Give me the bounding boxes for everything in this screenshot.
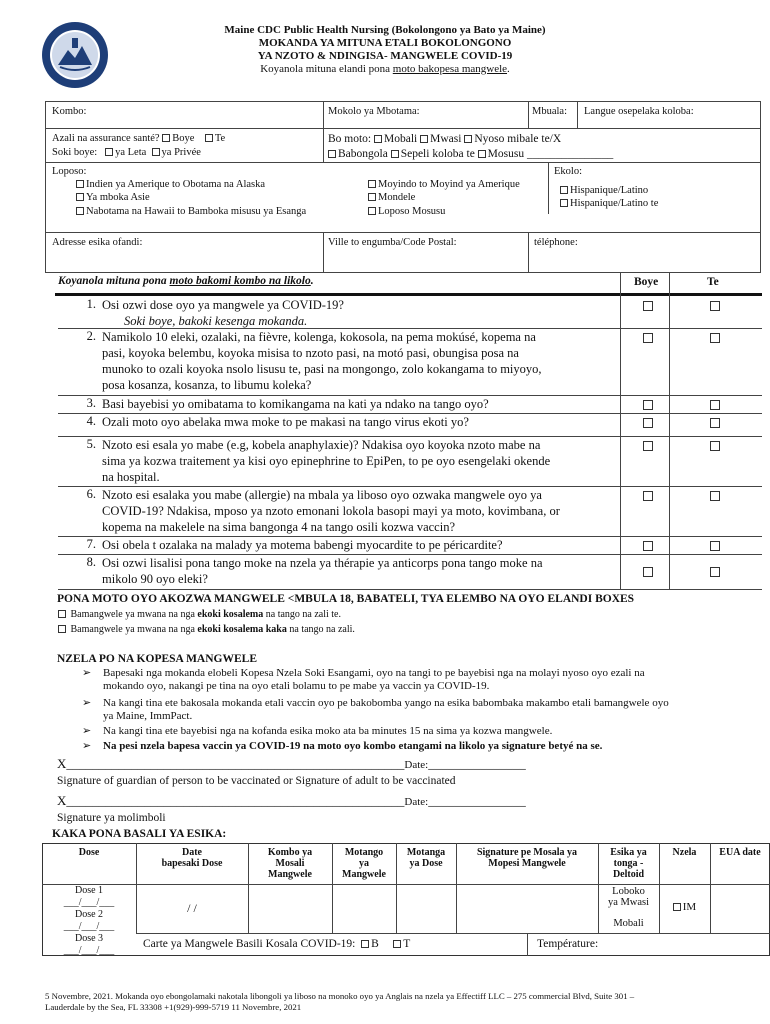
arrow-bullet-icon: ➢: [82, 697, 92, 709]
consent-bullet: [103, 740, 753, 753]
question-line: Namikolo 10 eleki, ozalaki, na fièvre, kolenga, kokosola, na pema mokúsé, kopema na: [102, 330, 536, 344]
arrow-bullet-icon: ➢: [82, 725, 92, 737]
question-line: na hospital.: [102, 470, 160, 484]
question-number: 5.: [86, 437, 96, 451]
interpreter-signature-line[interactable]: X____________________________________________________Date:_______________: [57, 793, 526, 808]
question-line: Osi obela t ozalaka na malady ya motema babengi myocardite to pe péricardite?: [102, 538, 503, 552]
guardian-signature-caption: Signature of guardian of person to be vaccinated or Signature of adult to be vaccinated: [57, 775, 456, 787]
clinic-column-header: EUA date: [719, 847, 761, 858]
temperature-field[interactable]: Température:: [537, 938, 599, 950]
insurance-no-checkbox[interactable]: [205, 134, 213, 142]
race-option-3[interactable]: Nabotama na Hawaii to Bamboka misusu ya Esanga: [76, 206, 306, 218]
document-header: [140, 24, 630, 76]
language-field[interactable]: Langue osepelaka koloba:: [584, 106, 694, 117]
footer-line-1: 5 Novembre, 2021. Mokanda oyo ebongolamaki nakotala libongoli ya liboso na monoko oyo ya Anglais na nzela ya Effectiff LLC – 275 commercial Blvd, Suite 301 –: [45, 991, 635, 1001]
parent-option-1[interactable]: Bamangwele ya mwana na nga ekoki kosalema na tango na zali te.: [58, 608, 341, 621]
document-footer: [45, 991, 745, 1013]
answer-yes-checkbox[interactable]: [643, 418, 653, 428]
answer-no-checkbox[interactable]: [710, 567, 720, 577]
consent-line: ya Maine, ImmPact.: [103, 710, 193, 722]
arrow-bullet-icon: ➢: [82, 667, 92, 679]
route-im-checkbox[interactable]: [673, 903, 681, 911]
site-left-arm[interactable]: Loboko ya Mwasi: [607, 886, 650, 908]
answer-no-checkbox[interactable]: [710, 333, 720, 343]
question-text: [102, 329, 647, 393]
maine-cdc-seal-logo: [40, 20, 110, 90]
race-option-1[interactable]: Indien ya Amerique to Obotama na Alaska: [76, 179, 265, 191]
header-title-line1: Maine CDC Public Health Nursing (Bokolongono ya Bato ya Maine): [224, 24, 546, 36]
birthdate-field[interactable]: Mokolo ya Mbotama:: [328, 106, 420, 117]
question-line: Nzoto esi esala yo mabe (e.g, kobela anaphylaxie)? Ndakisa oyo koyoka nzoto mabe na: [102, 438, 541, 452]
question-line: sima ya kozwa traitement ya kisi oyo epinephrine to EpiPen, to pe oyo esengelaki okende: [102, 454, 551, 468]
dose3-date[interactable]: ___/___/___: [63, 945, 115, 956]
question-number: 1.: [86, 297, 96, 311]
question-row: [58, 537, 762, 555]
clinic-column-header: Signature pe Mosala ya Mopesi Mangwele: [476, 847, 578, 869]
question-line: munoko to ozali koyoka nsolo lisusu te, pasi na mongongo, zolo kokangama to miyoyo,: [102, 362, 542, 376]
question-number: 6.: [86, 487, 96, 501]
gender-other-checkbox[interactable]: [478, 150, 486, 158]
question-line: posa kosanza, kosanza, to libumu koleka?: [102, 378, 312, 392]
question-row: [58, 297, 762, 329]
question-line: Osi ozwi lisalisi pona tango moke na nzela ya thérapie ya anticorps pona tango moke na: [102, 556, 543, 570]
arrow-bullet-icon: ➢: [82, 740, 92, 752]
answer-yes-checkbox[interactable]: [643, 301, 653, 311]
question-number: 7.: [86, 537, 96, 551]
guardian-signature-line[interactable]: X____________________________________________________Date:_______________: [57, 756, 526, 771]
header-title-line2: MOKANDA YA MITUNA ETALI BOKOLONGONO: [258, 37, 512, 49]
question-text: [102, 555, 647, 587]
gender-transformed-checkbox[interactable]: [328, 150, 336, 158]
consent-line: Na pesi nzela bapesa vaccin ya COVID-19 na moto oyo kombo etangami na likolo ya signature betyé na se.: [103, 740, 603, 752]
consent-line: Bapesaki nga mokanda elobeli Kopesa Nzela Soki Esangami, oyo na tangi to pe bayebisi nga na molayi nyoso oyo ezali na: [103, 667, 645, 679]
dose3-label: Dose 3: [74, 933, 104, 944]
question-line: COVID-19? Ndakisa, mposo ya nzoto emonani lokola basopi mayi ya moto, kovimbana, or: [102, 504, 560, 518]
insurance-yes-checkbox[interactable]: [162, 134, 170, 142]
question-row: [58, 437, 762, 487]
clinic-column-header: Nzela: [672, 847, 697, 858]
question-line: Nzoto esi esalaka you mabe (allergie) na mbala ya liboso oyo ozwaka mangwele oyo ya: [102, 488, 542, 502]
race-label: Loposo:: [52, 166, 87, 177]
date-given-field[interactable]: / /: [187, 901, 197, 915]
parent-option-2[interactable]: Bamangwele ya mwana na nga ekoki kosalema kaka na tango na zali.: [58, 623, 355, 636]
site-right-arm[interactable]: Mobali: [613, 918, 644, 929]
vaccine-card-given: Carte ya Mangwele Basili Kosala COVID-19: B T: [143, 938, 411, 950]
question-row: [58, 414, 762, 437]
footer-line-2: Lauderdale by the Sea, FL 33308 +1(929)-999-5719 11 Novembre, 2021: [45, 1002, 302, 1012]
insurance-type: Soki boye: ya Leta ya Privée: [52, 147, 201, 158]
question-subnote: Soki boye, bakoki kesenga mokanda.: [124, 314, 308, 328]
interpreter-signature-caption: Signature ya molimboli: [57, 812, 166, 824]
card-yes-checkbox[interactable]: [361, 940, 369, 948]
col-yes-header: Boye: [634, 276, 659, 288]
clinic-column-header: Motanga ya Dose: [406, 847, 446, 869]
phone-field[interactable]: téléphone:: [534, 237, 578, 248]
answer-yes-checkbox[interactable]: [643, 333, 653, 343]
question-row: [58, 396, 762, 414]
question-line: Basi bayebisi yo omibatama to komikangama na kati ya ndako na tango oyo?: [102, 397, 489, 411]
clinic-column-header: Esika ya tonga - Deltoid: [610, 847, 647, 880]
question-row: [58, 555, 762, 590]
consent-bullet: [103, 667, 753, 693]
answer-no-checkbox[interactable]: [710, 400, 720, 410]
route-im[interactable]: IM: [659, 902, 710, 913]
answer-no-checkbox[interactable]: [710, 541, 720, 551]
question-text: [102, 414, 647, 430]
insurance-public-checkbox[interactable]: [105, 148, 113, 156]
answer-no-checkbox[interactable]: [710, 491, 720, 501]
answer-no-checkbox[interactable]: [710, 441, 720, 451]
gender-decline-checkbox[interactable]: [391, 150, 399, 158]
answer-no-checkbox[interactable]: [710, 301, 720, 311]
question-number: 4.: [86, 414, 96, 428]
answer-yes-checkbox[interactable]: [643, 567, 653, 577]
parent-option-2-checkbox[interactable]: [58, 625, 66, 633]
question-text: [102, 487, 647, 535]
city-zip-field[interactable]: Ville to engumba/Code Postal:: [328, 237, 457, 248]
age-field[interactable]: Mbuala:: [532, 106, 567, 117]
question-text: [102, 537, 647, 553]
question-number: 3.: [86, 396, 96, 410]
question-row: [58, 329, 762, 396]
dose1-label: Dose 1: [74, 885, 104, 896]
dose2-label: Dose 2: [74, 909, 104, 920]
question-line: Ozali moto oyo abelaka mwa moke to pe makasi na tango virus ekoti yo?: [102, 415, 469, 429]
question-line: kopema na makelele na sima bangonga 4 na tango osili kozwa vaccin?: [102, 520, 455, 534]
answer-yes-checkbox[interactable]: [643, 491, 653, 501]
card-no-checkbox[interactable]: [393, 940, 401, 948]
race-option-4[interactable]: Moyindo to Moyind ya Amerique: [368, 179, 520, 191]
consent-title: NZELA PO NA KOPESA MANGWELE: [57, 653, 258, 665]
gender-more: Babongola Sepeli koloba te Mosusu _______________: [328, 148, 613, 160]
gender-question: Bo moto: Mobali Mwasi Nyoso mibale te/X: [328, 133, 562, 145]
consent-line: mokando oyo, nakangi pe tina na oyo etali bolamu to pe mabe ya vaccin ya COVID-19.: [103, 680, 490, 692]
race-option-2[interactable]: Ya mboka Asie: [76, 192, 150, 204]
consent-bullet: [103, 725, 753, 738]
race-option-5[interactable]: Mondele: [368, 192, 415, 204]
questions-header: Koyanola mituna pona moto bakomi kombo na likolo.: [58, 275, 314, 287]
dose1-date[interactable]: ___/___/___: [63, 897, 115, 908]
parent-section-title: PONA MOTO OYO AKOZWA MANGWELE <MBULA 18, BABATELI, TYA ELEMBO NA OYO ELANDI BOXES: [57, 593, 635, 605]
consent-line: Na kangi tina ete bayebisi nga na kofanda esika moko ata ba minutes 15 na sima ya kozwa mangwele.: [103, 725, 553, 737]
ethnicity-hispanic[interactable]: Hispanique/Latino: [560, 185, 648, 197]
insurance-private-checkbox[interactable]: [152, 148, 160, 156]
ethnicity-not-hispanic[interactable]: Hispanique/Latino te: [560, 198, 658, 210]
question-line: Osi ozwi dose oyo ya mangwele ya COVID-19?: [102, 298, 344, 312]
question-text: [102, 437, 647, 485]
gender-neither-checkbox[interactable]: [464, 135, 472, 143]
question-number: 8.: [86, 555, 96, 569]
clinic-column-header: Date bapesaki Dose: [161, 847, 223, 869]
gender-male-checkbox[interactable]: [374, 135, 382, 143]
clinic-column-header: Motango ya Mangwele: [342, 847, 386, 880]
address-field[interactable]: Adresse esika ofandi:: [52, 237, 143, 248]
question-row: [58, 487, 762, 537]
insurance-question: Azali na assurance santé? Boye Te: [52, 133, 226, 144]
answer-no-checkbox[interactable]: [710, 418, 720, 428]
ethnicity-label: Ekolo:: [554, 166, 582, 177]
name-field[interactable]: Kombo:: [52, 106, 87, 117]
race-option-6[interactable]: Loposo Mosusu: [368, 206, 445, 218]
question-text: [102, 297, 647, 329]
header-title-line3: YA NZOTO & NDINGISA- MANGWELE COVID-19: [257, 50, 513, 62]
question-line: mikolo 90 oyo eleki?: [102, 572, 208, 586]
answer-yes-checkbox[interactable]: [643, 541, 653, 551]
parent-option-1-checkbox[interactable]: [58, 610, 66, 618]
dose2-date[interactable]: ___/___/___: [63, 921, 115, 932]
question-number: 2.: [86, 329, 96, 343]
header-subtitle: Koyanola mituna elandi pona moto bakopesa mangwele.: [260, 63, 510, 75]
question-line: pasi, koyoka belembu, koyoka misisa to nzoto pasi, na motó pasi, obungisa posa na: [102, 346, 519, 360]
clinic-column-header: Kombo ya Mosali Mangwele: [267, 847, 313, 880]
gender-female-checkbox[interactable]: [420, 135, 428, 143]
answer-yes-checkbox[interactable]: [643, 400, 653, 410]
clinic-column-header: Dose: [78, 847, 100, 858]
consent-bullet: [103, 697, 753, 723]
answer-yes-checkbox[interactable]: [643, 441, 653, 451]
question-text: [102, 396, 647, 412]
clinic-title: KAKA PONA BASALI YA ESIKA:: [52, 828, 227, 840]
consent-line: Na kangi tina ete bakosala mokanda etali vaccin oyo pe bakobomba yango na esika babombaka makambo etali bamangwele oyo: [103, 697, 669, 709]
col-no-header: Te: [707, 276, 719, 288]
